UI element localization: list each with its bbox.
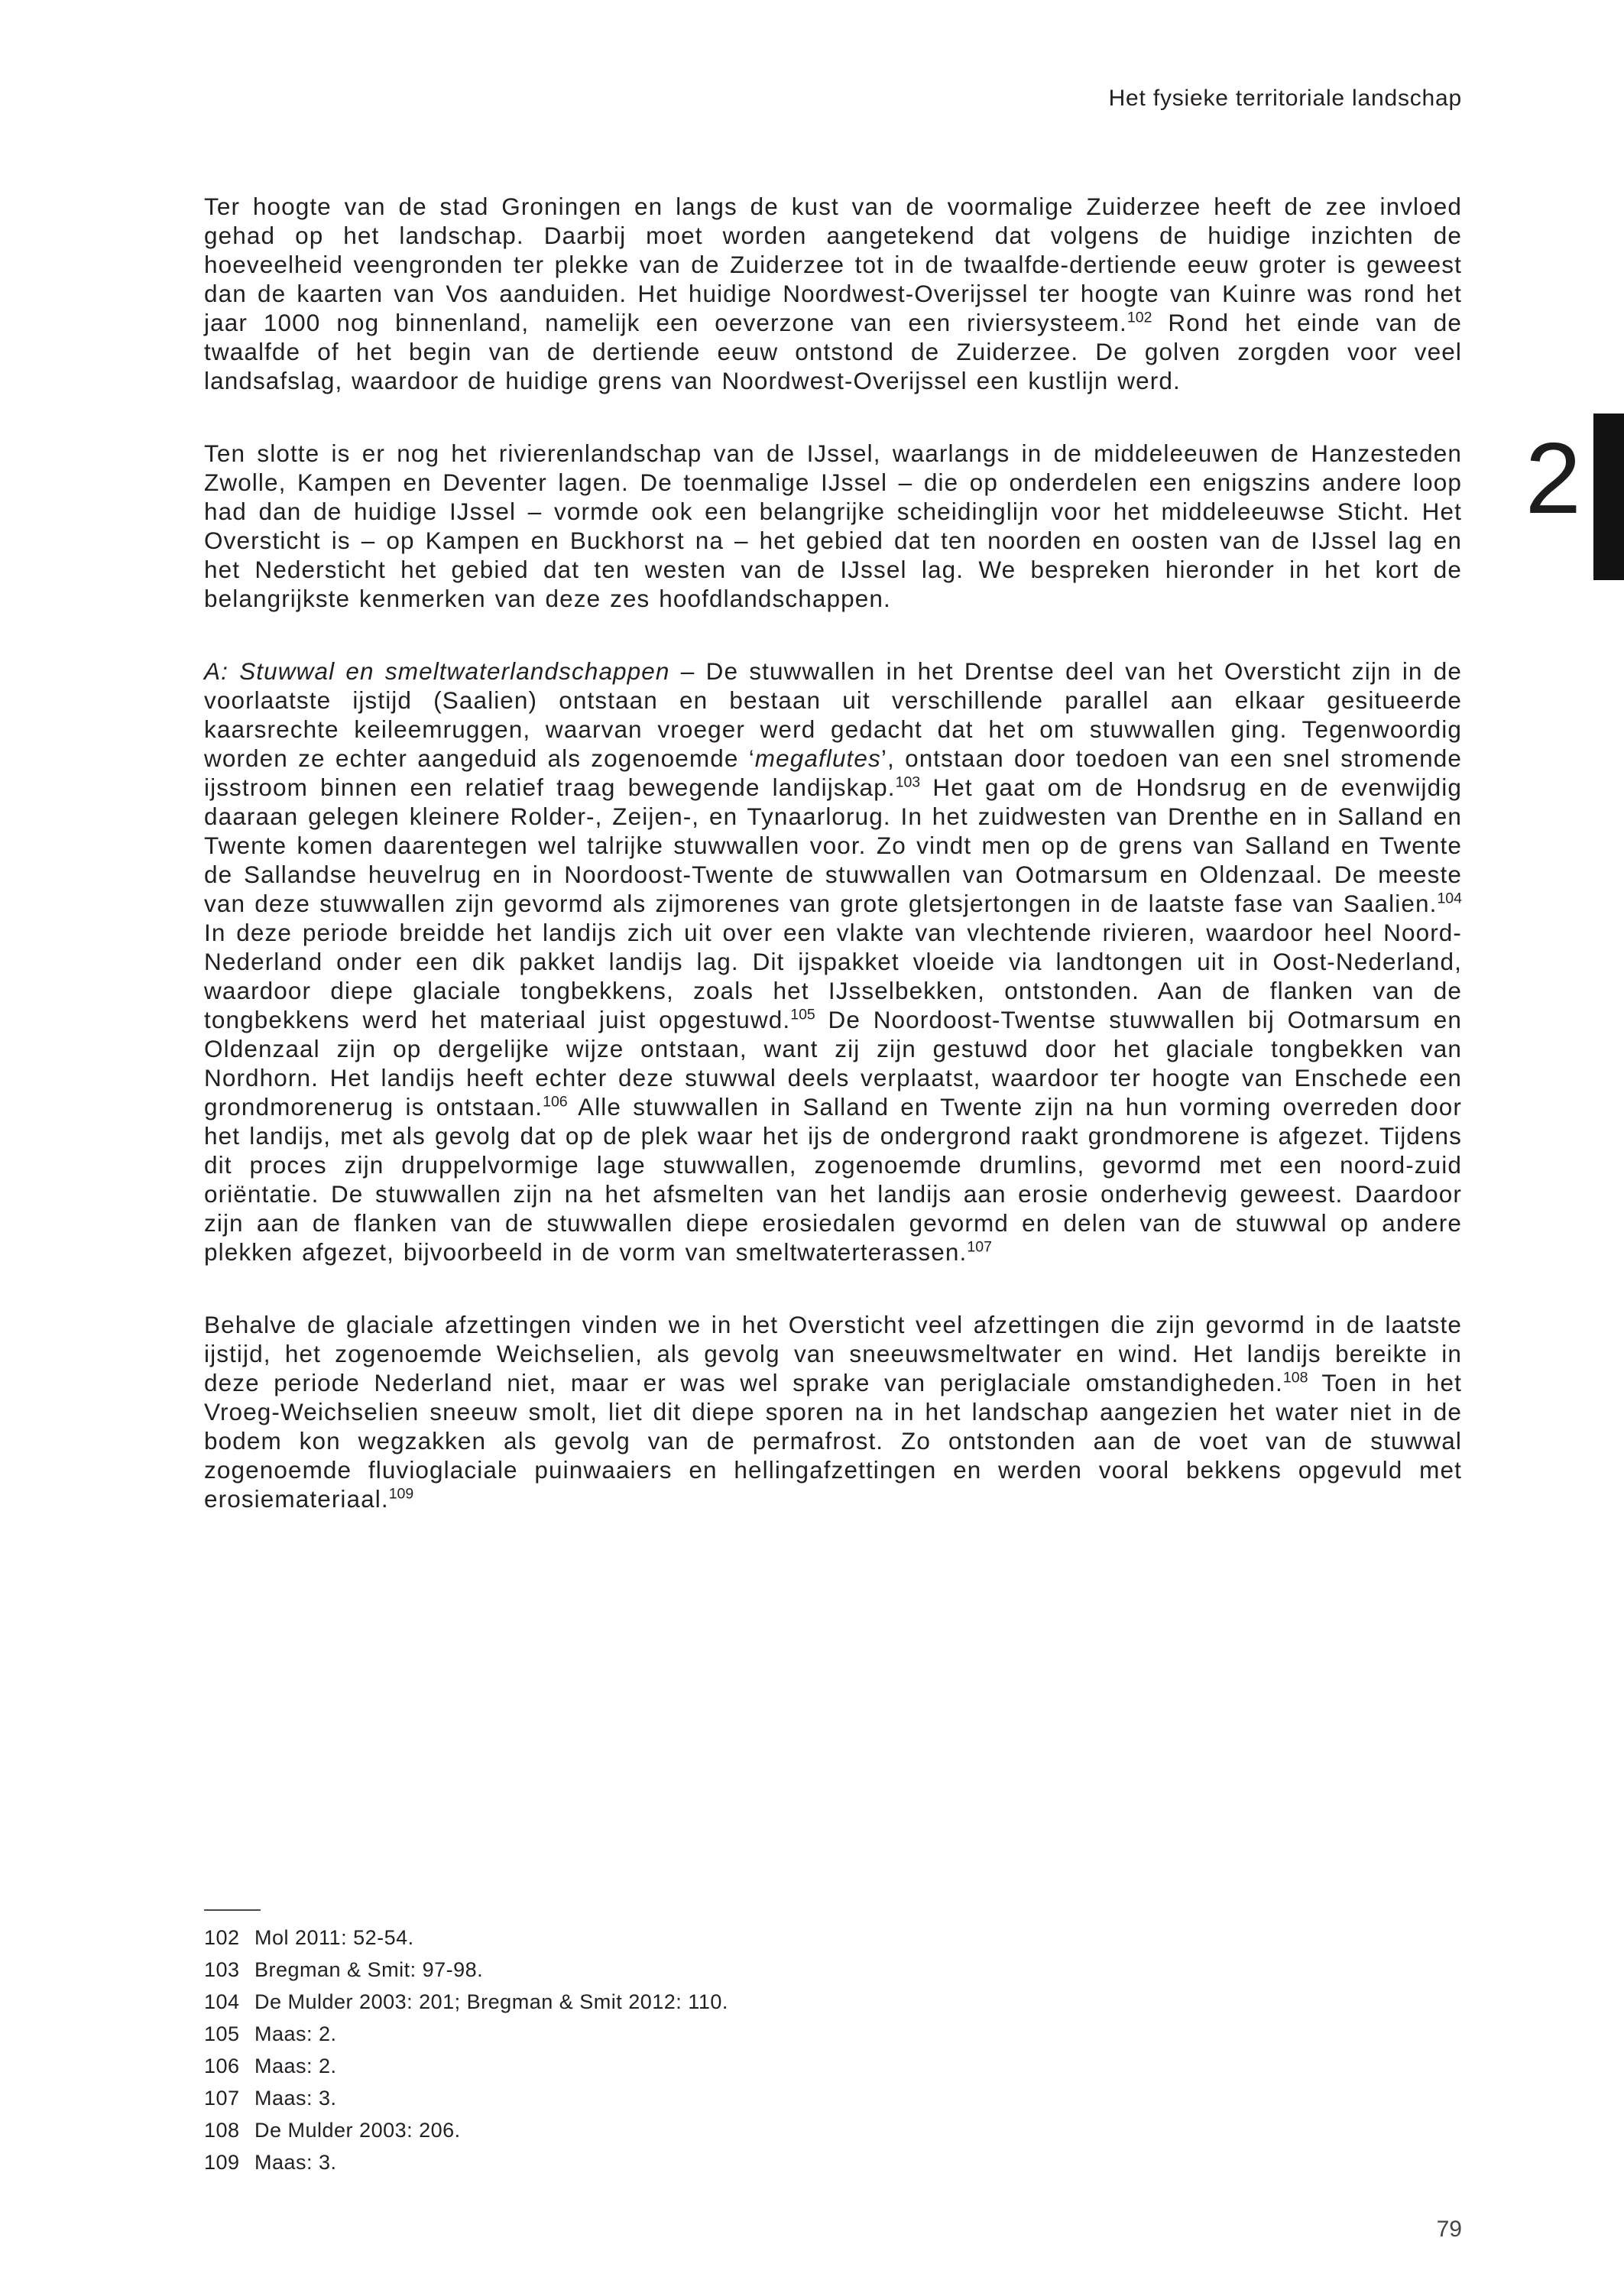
footnote-separator-rule [204,1909,261,1911]
paragraph [204,192,1462,395]
footnote-text: Maas: 3. [254,2151,337,2174]
footnotes-section [204,1909,1462,2178]
text-run: Ten slotte is er nog het rivierenlandschap van de IJssel, waarlangs in de middeleeuwen de Hanzesteden Zwolle, Kampen en Deventer lagen. De toenmalige IJssel – die op onderdelen een enigszins andere loop had dan de huidige IJssel – vormde ook een belangrijke scheidinglijn voor het middeleeuwse Sticht. Het Oversticht is – op Kampen en Buckhorst na – het gebied dat ten noorden en oosten van de IJssel lag en het Nedersticht het gebied dat ten westen van de IJssel lag. We bespreken hieronder in het kort de belangrijkste kenmerken van deze zes hoofdlandschappen. [204,439,1462,612]
footnote-reference: 104 [1437,890,1462,907]
footnote-reference: 109 [388,1485,414,1503]
text-run: Alle stuwwallen in Salland en Twente zijn na hun vorming overreden door het landijs, met als gevolg dat op de plek waar het ijs de ondergrond raakt grondmorene is afgezet. Tijdens dit proces zijn druppelvormige lage stuwwallen, zogenoemde drumlins, gevormd met een noord-zuid oriëntatie. De stuwwallen zijn na het afsmelten van het landijs aan erosie onderhevig geweest. Daardoor zijn aan de flanken van de stuwwallen diepe erosiedalen gevormd en delen van de stuwwal op andere plekken afgezet, bijvoorbeeld in de vorm van smeltwaterterassen. [204,1093,1462,1266]
italic-text-run: A: Stuwwal en smeltwaterlandschappen [204,657,670,685]
footnote-number: 109 [204,2151,240,2174]
footnote-reference: 102 [1126,309,1152,326]
footnote-item [204,2114,1462,2146]
footnote-item [204,2018,1462,2050]
footnote-number: 103 [204,1958,240,1981]
footnote-reference: 108 [1282,1369,1308,1387]
chapter-tab-bar [1593,414,1624,580]
text-run: In deze periode breidde het landijs zich uit over een vlakte van vlechtende rivieren, waardoor heel Noord-Nederland onder een dik pakket landijs lag. Dit ijspakket vloeide via landtongen uit in Oost-Nederland, waardoor diepe glaciale tongbekkens, zoals het IJsselbekken, ontstonden. Aan de flanken van de tongbekkens werd het materiaal juist opgestuwd. [204,919,1462,1033]
chapter-number: 2 [1525,422,1581,534]
footnote-item [204,2146,1462,2178]
text-run: ’, ontstaan door toedoen van een snel stromende ijsstroom binnen een relatief traag bewegende landijskap. [204,744,1462,801]
footnote-number: 106 [204,2055,240,2077]
text-run: Rond het einde van de twaalfde of het begin van de dertiende eeuw ontstond de Zuiderzee. De golven zorgden voor veel landsafslag, waardoor de huidige grens van Noordwest-Overijssel een kustlijn werd. [204,309,1462,394]
footnote-text: Maas: 3. [254,2087,337,2110]
running-header: Het fysieke territoriale landschap [1108,86,1462,111]
footnote-number: 107 [204,2087,240,2110]
footnote-number: 105 [204,2022,240,2045]
italic-text-run: megaflutes [754,744,881,772]
footnote-item [204,2082,1462,2114]
footnote-reference: 105 [790,1006,815,1023]
footnote-number: 102 [204,1926,240,1949]
paragraph [204,657,1462,1267]
text-run: Ter hoogte van de stad Groningen en langs de kust van de voormalige Zuiderzee heeft de zee invloed gehad op het landschap. Daarbij moet worden aangetekend dat volgens de huidige inzichten de hoeveelheid veengronden ter plekke van de Zuiderzee tot in de twaalfde-dertiende eeuw groter is geweest dan de kaarten van Vos aanduiden. Het huidige Noordwest-Overijssel ter hoogte van Kuinre was rond het jaar 1000 nog binnenland, namelijk een oeverzone van een riviersysteem. [204,193,1462,336]
body-text [204,192,1462,1557]
footnote-text: Bregman & Smit: 97-98. [254,1958,484,1981]
footnote-item [204,2050,1462,2082]
footnote-reference: 106 [543,1093,568,1111]
footnote-list [204,1922,1462,2178]
footnote-number: 104 [204,1990,240,2013]
text-run: Toen in het Vroeg-Weichselien sneeuw smolt, liet dit diepe sporen na in het landschap aangezien het water niet in de bodem kon wegzakken als gevolg van de permafrost. Zo ontstonden aan de voet van de stuwwal zogenoemde fluvioglaciale puinwaaiers en hellingafzettingen en werden vooral bekkens opgevuld met erosiemateriaal. [204,1369,1463,1513]
footnote-text: De Mulder 2003: 206. [254,2119,461,2142]
footnote-text: Maas: 2. [254,2055,337,2077]
text-run: Behalve de glaciale afzettingen vinden we in het Oversticht veel afzettingen die zijn gevormd in de laatste ijstijd, het zogenoemde Weichselien, als gevolg van sneeuwsmeltwater en wind. Het landijs bereikte in deze periode Nederland niet, maar er was wel sprake van periglaciale omstandigheden. [204,1311,1462,1396]
footnote-reference: 107 [967,1238,992,1256]
text-run: – De stuwwallen in het Drentse deel van het Oversticht zijn in de voorlaatste ijstijd (Saalien) ontstaan en bestaan uit verschillende parallel aan elkaar gesitueerde kaarsrechte keileemruggen, waarvan vroeger werd gedacht dat het om stuwwallen ging. Tegenwoordig worden ze echter aangeduid als zogenoemde ‘ [204,657,1463,772]
footnote-text: De Mulder 2003: 201; Bregman & Smit 2012: 110. [254,1990,728,2013]
page-number: 79 [1436,2217,1462,2242]
footnote-number: 108 [204,2119,240,2142]
footnote-item [204,1986,1462,2018]
footnote-text: Maas: 2. [254,2022,337,2045]
footnote-item [204,1954,1462,1986]
footnote-item [204,1922,1462,1954]
footnote-text: Mol 2011: 52-54. [254,1926,414,1949]
text-run: Het gaat om de Hondsrug en de evenwijdig daaraan gelegen kleinere Rolder-, Zeijen-, en Tynaarlorug. In het zuidwesten van Drenthe en in Salland en Twente komen daarentegen wel talrijke stuwwallen voor. Zo vindt men op de grens van Salland en Twente de Sallandse heuvelrug en in Noordoost-Twente de stuwwallen van Ootmarsum en Oldenzaal. De meeste van deze stuwwallen zijn gevormd als zijmorenes van grote gletsjertongen in de laatste fase van Saalien. [204,774,1462,917]
footnote-reference: 103 [895,774,921,791]
text-run: De Noordoost-Twentse stuwwallen bij Ootmarsum en Oldenzaal zijn op dergelijke wijze ontstaan, want zij zijn gestuwd door het glaciale tongbekken van Nordhorn. Het landijs heeft echter deze stuwwal deels verplaatst, waardoor ter hoogte van Enschede een grondmorenerug is ontstaan. [204,1006,1462,1121]
paragraph [204,439,1462,613]
paragraph [204,1310,1462,1513]
